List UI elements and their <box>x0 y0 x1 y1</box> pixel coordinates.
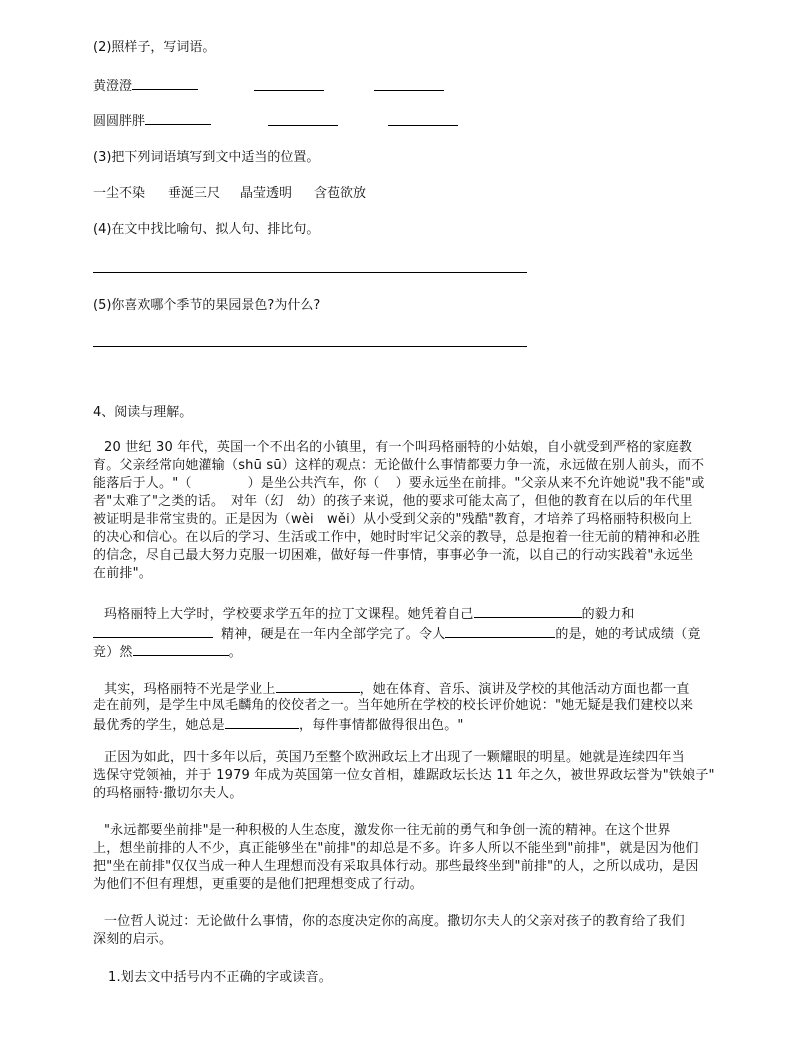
q3-word-2: 垂涎三尺 <box>168 186 221 201</box>
p4-line-1: 正因为如此，四十多年以后，英国乃至整个欧洲政坛上才出现了一颗耀眼的明星。她就是连续四年当 <box>104 750 685 765</box>
p1-line-3c: ）要永远坐在前排。"父亲从来不允许她说"我不能"或 <box>395 476 705 491</box>
p2-text-6: 。 <box>228 645 242 660</box>
p2-blank-3[interactable] <box>445 625 555 638</box>
p1-line-7: 的信念，尽自己最大努力克服一切困难，做好每一件事情，事事必争一流，以自己的行动实践着"永远坐 <box>93 548 694 563</box>
p5-line-3: 把"坐在前排"仅仅当成一种人生理想而没有采取具体行动。那些最终坐到"前排"的人，之所以成功，是因 <box>93 859 699 874</box>
p1-line-1: 20 世纪 30 年代，英国一个不出名的小镇里，有一个叫玛格丽特的小姑娘，自小就受到严格的家庭教 <box>104 440 693 455</box>
p2-line-3 <box>93 643 242 661</box>
sub-question-1: 1.划去文中括号内不正确的字或读音。 <box>108 970 333 985</box>
p1-line-4: 者"太难了"之类的话。 对年（幻 幼）的孩子来说，他的要求可能太高了，但他的教育在以后的年代里 <box>93 494 693 509</box>
q2-example-1 <box>93 77 198 95</box>
q3-label: (3)把下列词语填写到文中适当的位置。 <box>93 150 320 165</box>
p1-line-3a: 能落后于人。"（ <box>93 476 192 491</box>
p3-blank-1[interactable] <box>276 680 360 693</box>
q3-word-3: 晶莹透明 <box>240 186 293 201</box>
p3-text-2: ，她在体育、音乐、演讲及学校的其他活动方面也都一直 <box>359 682 690 697</box>
p5-line-1: "永远都要坐前排"是一种积极的人生态度，激发你一往无前的勇气和争创一流的精神。在这个世界 <box>104 823 671 838</box>
p1-line-3 <box>93 476 705 492</box>
q2-example-2 <box>93 112 211 130</box>
q2-blank-1a[interactable] <box>132 77 198 90</box>
q5-label: (5)你喜欢哪个季节的果园景色?为什么? <box>93 298 321 313</box>
p6-line-2: 深刻的启示。 <box>93 932 173 947</box>
p3-text-1: 其实，玛格丽特不光是学业上 <box>104 682 276 697</box>
q3-word-1: 一尘不染 <box>93 186 146 201</box>
q2-blank-1c[interactable] <box>374 90 444 91</box>
q3-word-4: 含苞欲放 <box>314 186 367 201</box>
p3-text-4: ，每件事情都做得很出色。" <box>299 718 464 733</box>
q2-example-2-text: 圆圆胖胖 <box>93 114 146 129</box>
p2-text-3: 精神，硬是在一年内全部学完了。令人 <box>221 627 446 642</box>
p2-blank-1[interactable] <box>474 605 582 618</box>
q2-blank-2c[interactable] <box>388 125 458 126</box>
q5-answer-line[interactable] <box>93 346 527 347</box>
p3-line-1 <box>104 680 690 698</box>
q2-example-1-text: 黄澄澄 <box>93 79 133 94</box>
p3-line-3 <box>93 716 464 734</box>
p5-line-2: 上，想坐前排的人不少，真正能够坐在"前排"的却总是不多。许多人所以不能坐到"前排"，就是因为他们 <box>93 841 699 856</box>
p2-text-2: 的毅力和 <box>581 607 635 622</box>
p5-line-4: 为他们不但有理想，更重要的是他们把理想变成了行动。 <box>93 877 424 892</box>
p3-blank-2[interactable] <box>225 716 299 729</box>
q2-blank-2a[interactable] <box>145 112 211 125</box>
p2-line-2 <box>93 625 701 643</box>
p6-line-1: 一位哲人说过：无论做什么事情，你的态度决定你的高度。撒切尔夫人的父亲对孩子的教育给了我们 <box>104 914 685 929</box>
section4-title: 4、阅读与理解。 <box>93 405 193 420</box>
p2-line-1 <box>104 605 634 623</box>
q4-label: (4)在文中找比喻句、拟人句、排比句。 <box>93 222 320 237</box>
p1-line-6: 的决心和信心。在以后的学习、生活或工作中，她时时牢记父亲的教导，总是抱着一往无前的精神和必胜 <box>93 530 701 545</box>
p4-line-2: 选保守党领袖，并于 1979 年成为英国第一位女首相，雄踞政坛长达 11 年之久，被世界政坛誉为"铁娘子" <box>93 768 715 783</box>
p1-line-8: 在前排"。 <box>93 566 152 581</box>
q2-label: (2)照样子，写词语。 <box>93 40 216 55</box>
p2-blank-4[interactable] <box>133 643 229 656</box>
q2-blank-1b[interactable] <box>254 90 324 91</box>
p3-line-2: 走在前列，是学生中凤毛麟角的佼佼者之一。当年她所在学校的校长评价她说："她无疑是我们建校以来 <box>93 698 694 713</box>
q2-blank-2b[interactable] <box>268 125 338 126</box>
p2-text-1: 玛格丽特上大学时，学校要求学五年的拉丁文课程。她凭着自己 <box>104 607 474 622</box>
p4-line-3: 的玛格丽特·撒切尔夫人。 <box>93 786 243 801</box>
p1-line-2: 育。父亲经常向她灌输（shū sū）这样的观点：无论做什么事情都要力争一流，永远做在别人前头，而不 <box>93 458 705 473</box>
p2-text-4: 的是，她的考试成绩（竟 <box>555 627 701 642</box>
p3-text-3: 最优秀的学生，她总是 <box>93 718 226 733</box>
q4-answer-line[interactable] <box>93 272 527 273</box>
p1-line-5: 被证明是非常宝贵的。正是因为（wèi wěi）从小受到父亲的"残酷"教育，才培养了玛格丽特积极向上 <box>93 512 693 527</box>
p1-line-3b: ）是坐公共汽车，你（ <box>247 476 380 491</box>
p2-blank-2[interactable] <box>93 625 213 638</box>
p2-text-5: 竞）然 <box>93 645 133 660</box>
